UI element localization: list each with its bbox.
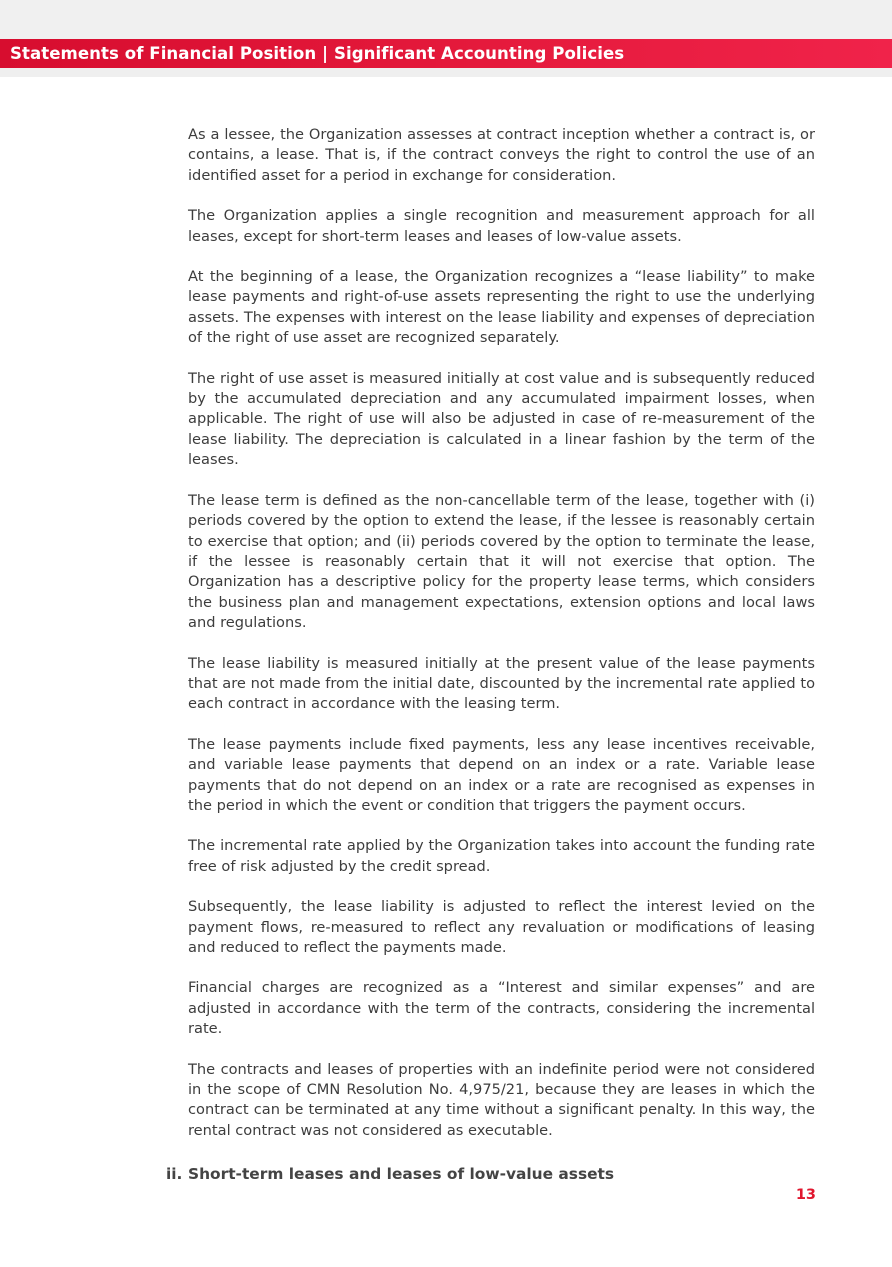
paragraph-financial-charges: Financial charges are recognized as a “Interest and similar expenses” and are adjusted in accordance with the term of the contracts, considering the incremental rate. [188,979,815,1038]
paragraph-incremental-rate: The incremental rate applied by the Organization takes into account the funding rate free of risk adjusted by the credit spread. [188,837,815,875]
top-margin-strip [0,0,892,39]
header-underlay [0,68,892,77]
section-header-title: Statements of Financial Position | Significant Accounting Policies [10,44,625,63]
paragraph-lease-liability: At the beginning of a lease, the Organization recognizes a “lease liability” to make lease payments and right-of-use assets representing the right to use the underlying assets. The expenses with interest on the lease liability and expenses of depreciation of the right of use asset are recognized separately. [188,268,815,347]
paragraph-indefinite-contracts: The contracts and leases of properties with an indefinite period were not considered in the scope of CMN Resolution No. 4,975/21, because they are leases in which the contract can be terminated at any time without a significant penalty. In this way, the rental contract was not considered as executable. [188,1060,815,1139]
page-number: 13 [795,1187,816,1203]
paragraph-lease-payments: The lease payments include fixed payments, less any lease incentives receivable, and variable lease payments that depend on an index or a rate. Variable lease payments that do not depend on an index or a rate are recognised as expenses in the period in which the event or condition that triggers the payment occurs. [188,735,815,814]
paragraph-liability-measurement: The lease liability is measured initially at the present value of the lease payments that are not made from the initial date, discounted by the incremental rate applied to each contract in accordance with the leasing term. [188,654,815,713]
paragraph-lessee-assessment: As a lessee, the Organization assesses at contract inception whether a contract is, or contains, a lease. That is, if the contract conveys the right to control the use of an identified asset for a period in exchange for consideration. [188,126,815,184]
paragraph-subsequent-measurement: Subsequently, the lease liability is adjusted to reflect the interest levied on the payment flows, re-measured to reflect any revaluation or modifications of leasing and reduced to reflect the payments made. [188,898,815,956]
subsection-title: Short-term leases and leases of low-value assets [188,1165,615,1183]
subsection-heading [166,1165,614,1183]
paragraph-recognition-approach: The Organization applies a single recognition and measurement approach for all leases, except for short-term leases and leases of low-value assets. [188,207,815,245]
section-header-bar [0,39,892,68]
body-text [188,125,815,1161]
subsection-number: ii. [166,1165,183,1183]
paragraph-lease-term: The lease term is defined as the non-cancellable term of the lease, together with (i) periods covered by the option to extend the lease, if the lessee is reasonably certain to exercise that option; and (ii) periods covered by the option to terminate the lease, if the lessee is reasonably certain that it will not exercise that option. The Organization has a descriptive policy for the property lease terms, which considers the business plan and management expectations, extension options and local laws and regulations. [188,491,815,632]
paragraph-right-of-use-asset: The right of use asset is measured initially at cost value and is subsequently reduced by the accumulated depreciation and any accumulated impairment losses, when applicable. The right of use will also be adjusted in case of re-measurement of the lease liability. The depreciation is calculated in a linear fashion by the term of the leases. [188,369,815,469]
